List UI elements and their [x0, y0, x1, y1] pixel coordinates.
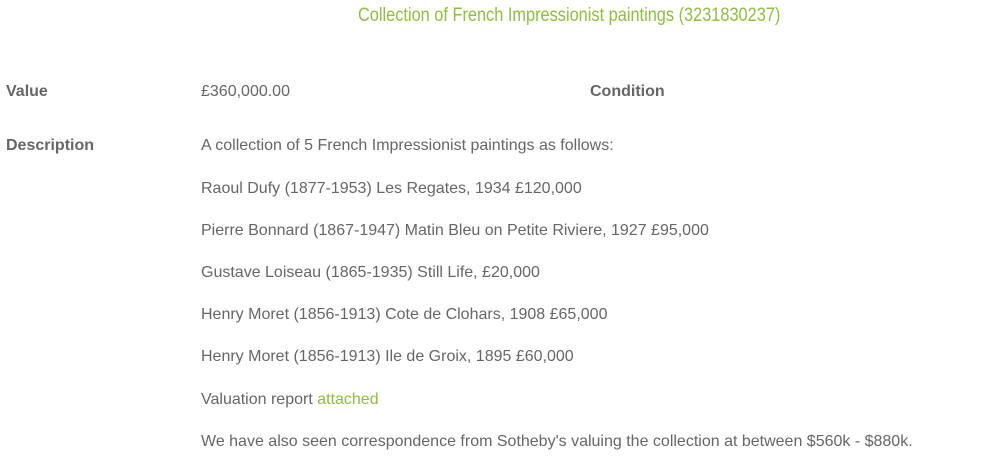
- list-item: Pierre Bonnard (1867-1947) Matin Bleu on Petite Riviere, 1927 £95,000: [201, 222, 709, 239]
- value-label: Value: [6, 83, 48, 100]
- page-title: Collection of French Impressionist paintings (3231830237): [358, 5, 781, 26]
- attached-link[interactable]: attached: [317, 391, 379, 408]
- valuation-report-line: [201, 391, 379, 409]
- sothebys-note: We have also seen correspondence from Sotheby's valuing the collection at between $560k - $880k.: [201, 433, 913, 450]
- list-item: Henry Moret (1856-1913) Cote de Clohars, 1908 £65,000: [201, 306, 608, 323]
- list-item: Gustave Loiseau (1865-1935) Still Life, £20,000: [201, 264, 540, 281]
- valuation-report-text: Valuation report: [201, 391, 318, 408]
- condition-label: Condition: [590, 83, 665, 100]
- list-item: Raoul Dufy (1877-1953) Les Regates, 1934 £120,000: [201, 180, 582, 197]
- list-item: Henry Moret (1856-1913) Ile de Groix, 1895 £60,000: [201, 348, 574, 365]
- value-amount: £360,000.00: [201, 83, 290, 100]
- description-intro: A collection of 5 French Impressionist paintings as follows:: [201, 137, 614, 154]
- description-label: Description: [6, 137, 95, 154]
